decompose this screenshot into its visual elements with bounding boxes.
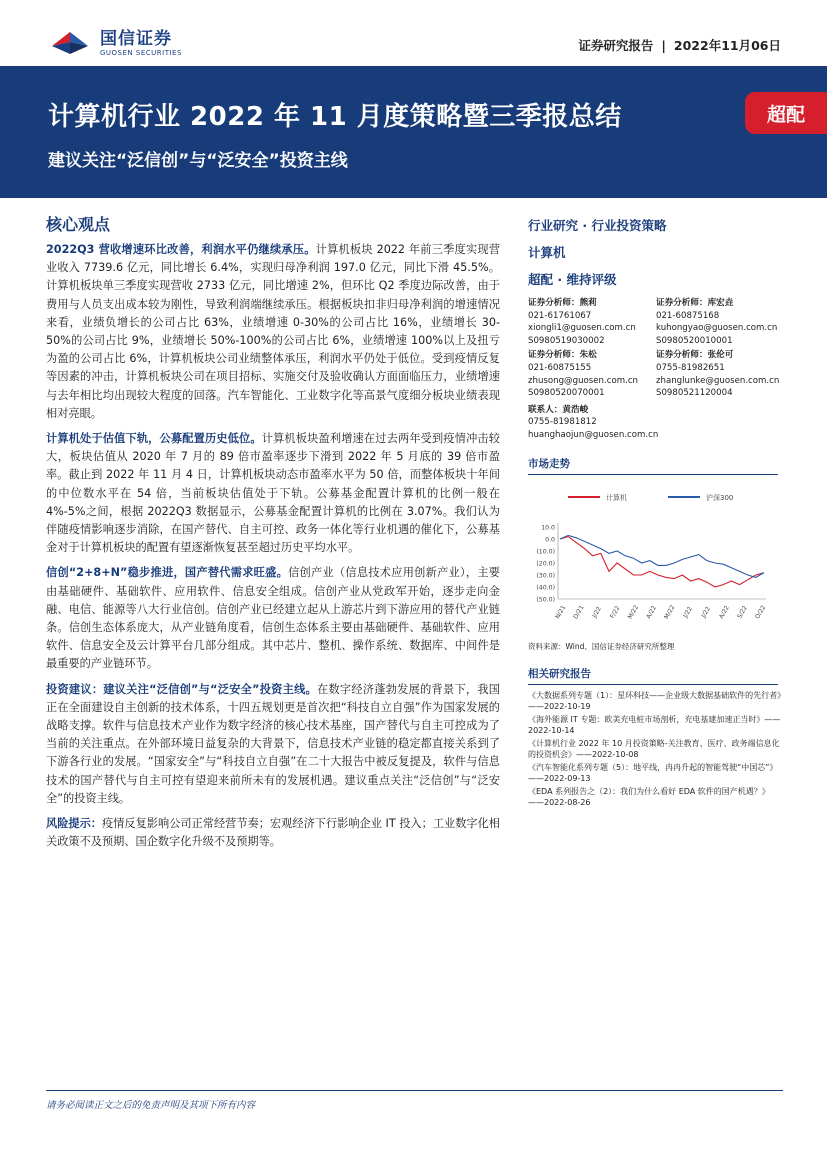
trend-chart-svg xyxy=(528,479,784,639)
x-tick-label: N/21 xyxy=(554,603,568,620)
paragraph-xinchuang xyxy=(46,564,500,673)
paragraph-body: 计算机板块 2022 年前三季度实现营业收入 7739.6 亿元，同比增长 6.4%，实现归母净利润 197.0 亿元，同比下滑 45.5%。计算机板块单三季度实现营收 2733 亿元，同比增速 2%，但环比 Q2 季度边际改善，由于费用与人员支出成本较为刚性，导致利润端继续承压。根据板块扣非归母净利润的增速情况来看，业绩负增长的公司占比 63%，业绩增速 0-30%的公司占比 16%，业绩增长 30-50%的公司占比 9%，业绩增长 50%-100%的公司占比 6%，业绩增速 100%以上及扭亏为盈的公司占比 6%，计算机板块公司业绩整体承压，利润水平仍处于低位。受到疫情反复等因素的冲击，计算机板块公司在项目招标、实施交付及验收确认方面面临压力，业绩增速与去年相比均出现较大程度的回落。汽车智能化、工业数字化等高景气度细分板块业绩表现相对亮眼。 xyxy=(46,243,501,420)
contact-card xyxy=(528,404,784,442)
analyst-card xyxy=(528,297,656,347)
guosen-logo-icon xyxy=(48,28,92,58)
report-category: 行业研究 · 行业投资策略 xyxy=(528,218,667,233)
report-date: 2022年11月06日 xyxy=(673,38,781,53)
market-trend-chart xyxy=(528,479,784,639)
contact-name: 黄浩峻 xyxy=(562,404,589,415)
analyst-card xyxy=(528,349,656,399)
rating-badge: 超配 xyxy=(745,92,827,134)
analyst-license: S0980520070001 xyxy=(528,388,605,399)
paragraph-performance xyxy=(46,241,500,423)
paragraph-lead: 投资建议：建议关注“泛信创”与“泛安全”投资主线。 xyxy=(46,682,317,696)
y-tick-label: (10.0) xyxy=(536,548,555,556)
paragraph-lead: 风险提示： xyxy=(46,817,102,831)
analyst-role: 证券分析师： xyxy=(656,350,708,361)
related-report-item[interactable]: 《EDA 系列报告之（2）：我们为什么看好 EDA 软件的国产机遇？》——2022-08-26 xyxy=(528,786,770,808)
contact-role: 联系人： xyxy=(528,404,563,415)
related-reports-title: 相关研究报告 xyxy=(528,666,778,685)
contact-phone: 0755-81981812 xyxy=(528,417,597,428)
x-tick-label: A/22 xyxy=(717,604,731,620)
contact-email[interactable]: huanghaojun@guosen.com.cn xyxy=(528,429,659,440)
paragraph-valuation xyxy=(46,430,500,557)
legend-label: 沪深300 xyxy=(706,493,734,502)
company-logo xyxy=(48,26,182,60)
logo-name-en: GUOSEN SECURITIES xyxy=(100,48,182,57)
x-tick-label: S/22 xyxy=(736,604,749,620)
analyst-card xyxy=(656,297,784,347)
analyst-license: S0980521120004 xyxy=(656,388,733,399)
paragraph-lead: 计算机处于估值下轨，公募配置历史低位。 xyxy=(46,432,262,446)
core-views-section xyxy=(46,212,500,859)
x-tick-label: F/22 xyxy=(608,604,622,620)
paragraph-body: 在数字经济蓬勃发展的背景下，我国正在全面建设自主创新的技术体系，十四五规划更是首次把“科技自立自强”作为国家发展的战略支撑。软件与信息技术产业作为数字经济的核心技术基座，国产替代与自主可控成为了当前的关注重点。在外部环境日益复杂的大背景下，信息技术产业链的稳定都直接关系到了下游各行业的发展。“国家安全”与“科技自立自强”在二十大报告中被反复提及，软件与信息技术的国产替代与自主可控有望迎来前所未有的发展机遇。建议重点关注“泛信创”与“泛安全”的投资主线。 xyxy=(46,682,500,805)
report-type: 证券研究报告 xyxy=(578,38,654,53)
series-line xyxy=(560,535,764,577)
analyst-phone: 021-60875155 xyxy=(528,362,592,373)
chart-source: 资料来源：Wind、国信证券经济研究所整理 xyxy=(528,641,675,651)
report-meta xyxy=(578,36,781,54)
y-tick-label: (30.0) xyxy=(536,572,555,580)
x-tick-label: M/22 xyxy=(626,603,641,620)
industry-name: 计算机 xyxy=(528,245,566,260)
y-tick-label: (50.0) xyxy=(536,596,555,604)
x-tick-label: O/22 xyxy=(754,603,768,620)
footer-disclaimer: 请务必阅读正文之后的免责声明及其项下所有内容 xyxy=(46,1100,256,1111)
analyst-license: S0980519030002 xyxy=(528,335,605,346)
paragraph-body: 疫情反复影响公司正常经营节奏；宏观经济下行影响企业 IT 投入；工业数字化相关政策不及预期、国企数字化升级不及预期等。 xyxy=(46,817,500,849)
x-tick-label: D/21 xyxy=(572,603,586,620)
analyst-role: 证券分析师： xyxy=(528,298,580,308)
analyst-name: 张伦可 xyxy=(707,350,734,361)
analyst-phone: 021-60875168 xyxy=(656,310,720,321)
paragraph-body: 信创产业（信息技术应用创新产业），主要由基础硬件、基础软件、应用软件、信息安全组成。信创产业从党政军开始，逐步走向金融、电信、能源等八大行业信创。信创产业已经建立起从上游芯片到下游应用的替代产业链条。信创生态体系庞大，从产业链角度看，信创生态体系主要由基础硬件、基础软件、应用软件、信息安全及云计算平台几部分组成。其中芯片、整机、操作系统、数据库、中间件是最重要的产业链环节。 xyxy=(46,566,500,671)
analyst-name: 熊莉 xyxy=(579,298,597,308)
sidebar xyxy=(528,216,784,810)
analyst-phone: 0755-81982651 xyxy=(656,362,725,373)
analyst-email[interactable]: kuhongyao@guosen.com.cn xyxy=(656,323,778,334)
related-report-item[interactable]: 《海外能源 IT 专题：欧美充电桩市场剖析，充电基建加速正当时》——2022-10-14 xyxy=(528,714,781,736)
analyst-role: 证券分析师： xyxy=(528,350,580,361)
paragraph-lead: 信创“2+8+N”稳步推进，国产替代需求旺盛。 xyxy=(46,566,289,580)
paragraph-risk xyxy=(46,815,500,851)
analyst-list xyxy=(528,297,784,402)
y-tick-label: 0.0 xyxy=(545,536,555,544)
paragraph-investment xyxy=(46,681,500,808)
x-tick-label: J/22 xyxy=(682,605,694,619)
paragraph-body: 计算机板块盈利增速在过去两年受到疫情冲击较大，板块估值从 2020 年 7 月的 89 倍市盈率逐步下滑到 2022 年 5 月底的 39 倍市盈率。截止到 2022 年 11 月 4 日，计算机板块动态市盈率水平为 50 倍，而整体板块十年间的中位数水平在 54 倍，当前板块估值处于下轨。公募基金配置计算机的比例一般在 4%-5%之间，根据 2022Q3 数据显示，公募基金配置计算机的比例在 3.07%。我们认为伴随疫情影响逐步消除，在国产替代、自主可控、政务一体化等行业机遇的催化下，公募基金对于计算机板块的配置有望逐渐恢复甚至超过历史平均水平。 xyxy=(46,432,500,555)
related-report-item[interactable]: 《计算机行业 2022 年 10 月投资策略-关注教育、医疗、政务端信息化的投资机会》——2022-10-08 xyxy=(528,738,780,760)
analyst-email[interactable]: xiongli1@guosen.com.cn xyxy=(528,323,636,334)
related-reports-list xyxy=(528,690,784,809)
y-tick-label: (40.0) xyxy=(536,584,555,592)
related-report-item[interactable]: 《大数据系列专题（1）：星环科技——企业级大数据基础软件的先行者》——2022-10-19 xyxy=(528,690,782,712)
x-tick-label: M/22 xyxy=(663,603,677,620)
logo-name-cn: 国信证券 xyxy=(100,28,172,49)
analyst-email[interactable]: zhanglunke@guosen.com.cn xyxy=(656,375,780,386)
analyst-role: 证券分析师： xyxy=(656,298,708,308)
section-title: 核心观点 xyxy=(46,215,111,234)
footer-divider xyxy=(46,1090,783,1091)
x-tick-label: A/22 xyxy=(645,604,659,620)
rating-line: 超配 · 维持评级 xyxy=(528,272,617,287)
analyst-email[interactable]: zhusong@guosen.com.cn xyxy=(528,375,638,386)
analyst-phone: 021-61761067 xyxy=(528,310,592,321)
analyst-card xyxy=(656,349,784,399)
y-tick-label: (20.0) xyxy=(536,560,555,568)
x-tick-label: J/22 xyxy=(700,605,713,619)
analyst-name: 库宏垚 xyxy=(707,298,734,308)
related-report-item[interactable]: 《汽车智能化系列专题（5）：地平线，冉冉升起的智能驾驶“中国芯”》——2022-09-13 xyxy=(528,762,778,784)
paragraph-lead: 2022Q3 营收增速环比改善，利润水平仍继续承压。 xyxy=(46,243,316,256)
x-tick-label: J/22 xyxy=(591,605,603,619)
report-subtitle: 建议关注“泛信创”与“泛安全”投资主线 xyxy=(48,151,348,171)
report-title: 计算机行业 2022 年 11 月度策略暨三季报总结 xyxy=(48,102,622,132)
meta-separator: | xyxy=(661,38,666,53)
title-banner xyxy=(0,66,827,198)
legend-label: 计算机 xyxy=(606,493,627,502)
market-trend-title: 市场走势 xyxy=(528,456,778,475)
analyst-name: 朱松 xyxy=(579,350,597,361)
analyst-license: S0980520010001 xyxy=(656,335,733,346)
y-tick-label: 10.0 xyxy=(541,524,555,532)
